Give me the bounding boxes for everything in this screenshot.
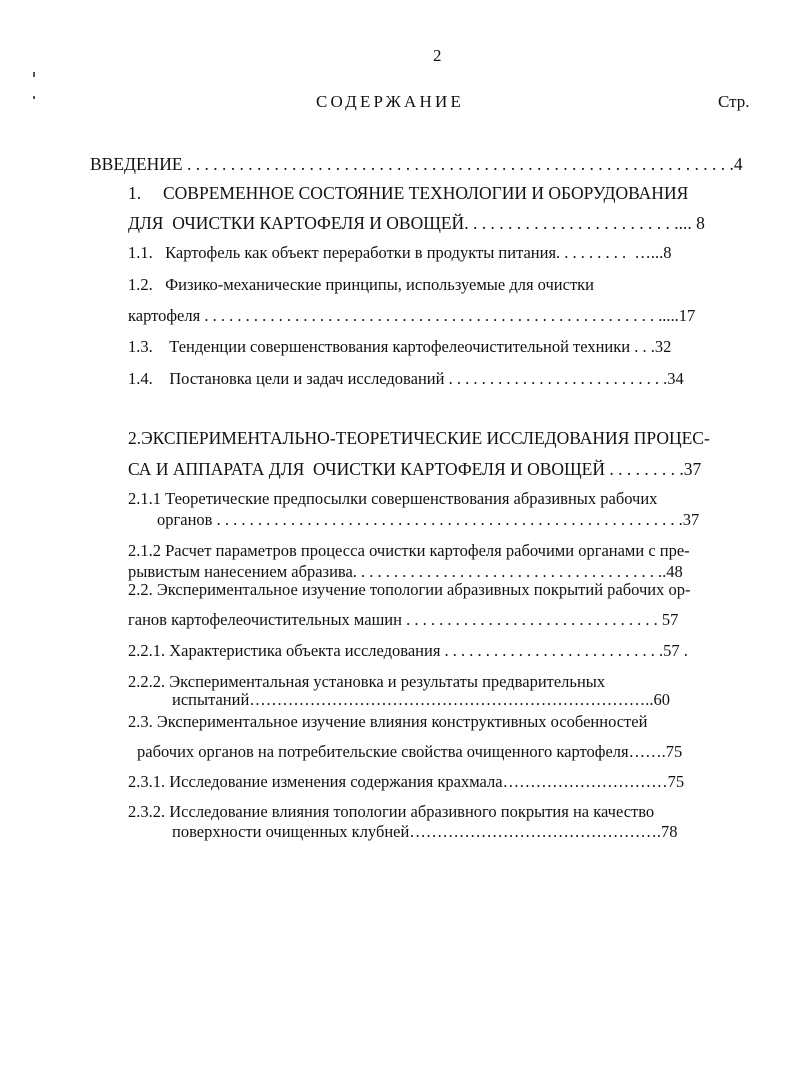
toc-entry-ch1-title: 1. СОВРЕМЕННОЕ СОСТОЯНИЕ ТЕХНОЛОГИИ И ОБОРУДОВАНИЯ (128, 183, 689, 203)
toc-entry-intro: ВВЕДЕНИЕ . . . . . . . . . . . . . . . . . . . . . . . . . . . . . . . . . . . . . . . . . . . . . . . . . . . . . . . . . . . . . . .4 (90, 154, 743, 174)
toc-entry-2-2-2-cont: испытаний………………………………………………………………..60 (172, 690, 671, 709)
toc-entry-1-3: 1.3. Тенденции совершенствования картофелеочистительной техники . . .32 (128, 337, 672, 356)
toc-entry-2-1-1: 2.1.1 Теоретические предпосылки совершенствования абразивных рабочих (128, 489, 658, 508)
toc-entry-2-2-2: 2.2.2. Экспериментальная установка и результаты предварительных (128, 672, 606, 691)
toc-entry-1-4: 1.4. Постановка цели и задач исследований . . . . . . . . . . . . . . . . . . . . . . . . . . .34 (128, 369, 684, 388)
toc-entry-1-1: 1.1. Картофель как объект переработки в продукты питания. . . . . . . . . …...8 (128, 243, 672, 262)
toc-entry-2-2-1: 2.2.1. Характеристика объекта исследования . . . . . . . . . . . . . . . . . . . . . . . . . . .57 . (128, 641, 688, 660)
toc-entry-1-2-cont: картофеля . . . . . . . . . . . . . . . . . . . . . . . . . . . . . . . . . . . . . . . . . . . . . . . . . . . . . . . .....17 (128, 306, 696, 325)
toc-entry-ch2-title-cont: СА И АППАРАТА ДЛЯ ОЧИСТКИ КАРТОФЕЛЯ И ОВОЩЕЙ . . . . . . . . .37 (128, 459, 702, 479)
page-column-label: Стр. (718, 92, 750, 111)
toc-entry-2-3-cont: рабочих органов на потребительские свойства очищенного картофеля…….75 (137, 742, 683, 761)
toc-entry-2-2-cont: ганов картофелеочистительных машин . . . . . . . . . . . . . . . . . . . . . . . . . . . . . . . 57 (128, 610, 679, 629)
toc-entry-ch1-title-cont: ДЛЯ ОЧИСТКИ КАРТОФЕЛЯ И ОВОЩЕЙ. . . . . . . . . . . . . . . . . . . . . . . . .... 8 (128, 213, 705, 233)
toc-entry-2-2: 2.2. Экспериментальное изучение топологии абразивных покрытий рабочих ор- (128, 580, 691, 599)
toc-entry-2-1-1-cont: органов . . . . . . . . . . . . . . . . . . . . . . . . . . . . . . . . . . . . . . . . . . . . . . . . . . . . . . . . .37 (157, 510, 700, 529)
toc-entry-2-1-2: 2.1.2 Расчет параметров процесса очистки картофеля рабочими органами с пре- (128, 541, 690, 560)
scan-speck (33, 96, 35, 99)
page-title: СОДЕРЖАНИЕ (316, 92, 465, 111)
toc-entry-2-3: 2.3. Экспериментальное изучение влияния конструктивных особенностей (128, 712, 648, 731)
toc-entry-2-3-2-cont: поверхности очищенных клубней……………………………………….78 (172, 822, 678, 841)
scan-speck (33, 72, 35, 77)
toc-entry-2-3-2: 2.3.2. Исследование влияния топологии абразивного покрытия на качество (128, 802, 655, 821)
page-number: 2 (433, 46, 442, 65)
toc-entry-1-2: 1.2. Физико-механические принципы, используемые для очистки (128, 275, 594, 294)
toc-entry-2-3-1: 2.3.1. Исследование изменения содержания крахмала…………………………75 (128, 772, 685, 791)
toc-entry-ch2-title: 2.ЭКСПЕРИМЕНТАЛЬНО-ТЕОРЕТИЧЕСКИЕ ИССЛЕДОВАНИЯ ПРОЦЕС- (128, 428, 710, 448)
toc-entry-2-1-2-cont: рывистым нанесением абразива. . . . . . . . . . . . . . . . . . . . . . . . . . . . . . . . . . . . . ..48 (128, 562, 683, 581)
